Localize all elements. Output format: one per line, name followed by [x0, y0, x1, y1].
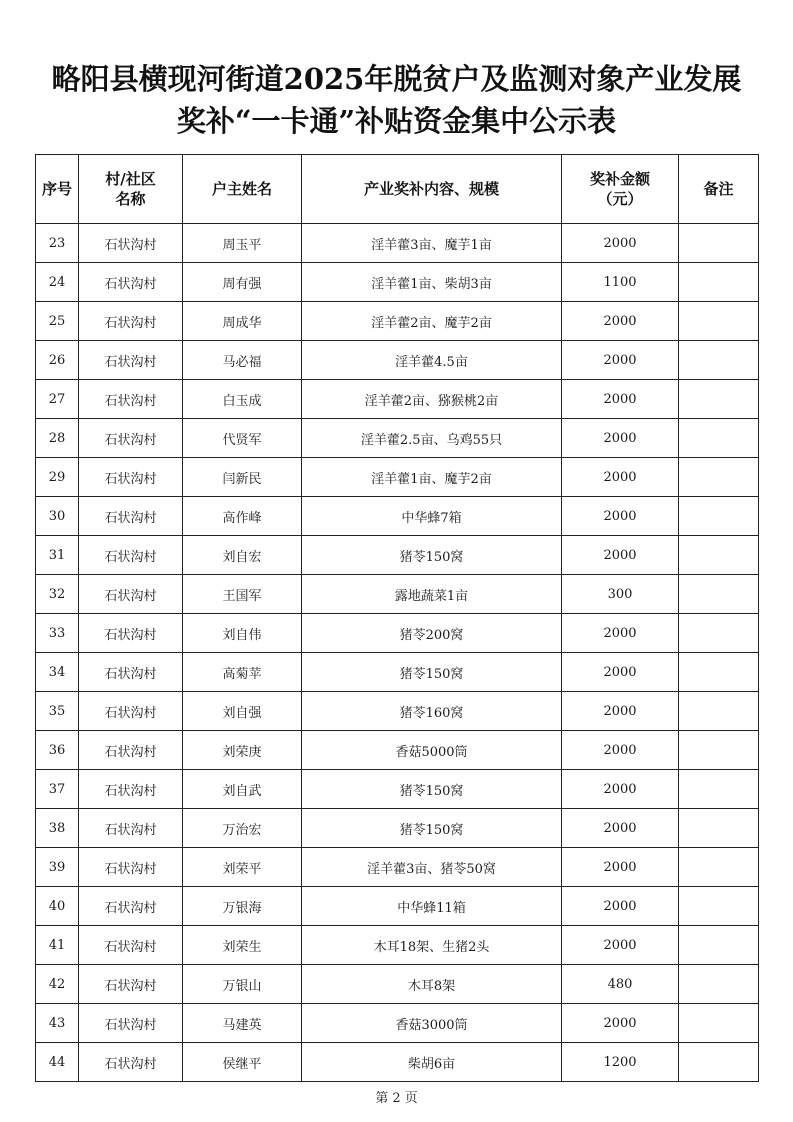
cell-content: 猪苓150窝 — [302, 653, 562, 692]
header-amount-line1: 奖补金额 — [589, 170, 650, 188]
cell-amount: 2000 — [562, 419, 679, 458]
cell-village: 石状沟村 — [79, 380, 183, 419]
cell-seq: 32 — [36, 575, 79, 614]
cell-seq: 23 — [36, 224, 79, 263]
header-remark: 备注 — [679, 155, 759, 224]
cell-amount: 2000 — [562, 224, 679, 263]
title-line-2: 奖补“一卡通”补贴资金集中公示表 — [176, 104, 617, 138]
table-row — [36, 731, 759, 770]
header-village-line1: 村/社区 — [105, 170, 156, 188]
cell-village: 石状沟村 — [79, 770, 183, 809]
cell-remark — [679, 575, 759, 614]
cell-seq: 35 — [36, 692, 79, 731]
table-row — [36, 536, 759, 575]
table-row — [36, 926, 759, 965]
table-row — [36, 770, 759, 809]
cell-amount: 2000 — [562, 731, 679, 770]
cell-seq: 25 — [36, 302, 79, 341]
table-row — [36, 965, 759, 1004]
cell-seq: 41 — [36, 926, 79, 965]
cell-remark — [679, 302, 759, 341]
cell-content: 淫羊藿3亩、魔芋1亩 — [302, 224, 562, 263]
header-content: 产业奖补内容、规模 — [302, 155, 562, 224]
cell-remark — [679, 263, 759, 302]
cell-remark — [679, 419, 759, 458]
cell-seq: 44 — [36, 1043, 79, 1082]
cell-village: 石状沟村 — [79, 848, 183, 887]
cell-remark — [679, 653, 759, 692]
cell-remark — [679, 887, 759, 926]
cell-seq: 30 — [36, 497, 79, 536]
cell-householder: 刘自伟 — [183, 614, 302, 653]
cell-amount: 1200 — [562, 1043, 679, 1082]
cell-remark — [679, 770, 759, 809]
cell-amount: 2000 — [562, 653, 679, 692]
cell-seq: 42 — [36, 965, 79, 1004]
cell-amount: 2000 — [562, 497, 679, 536]
header-village-line2: 名称 — [115, 190, 146, 208]
table-header-row — [36, 155, 759, 224]
cell-content: 猪苓160窝 — [302, 692, 562, 731]
cell-content: 猪苓150窝 — [302, 770, 562, 809]
cell-seq: 40 — [36, 887, 79, 926]
cell-seq: 39 — [36, 848, 79, 887]
cell-village: 石状沟村 — [79, 263, 183, 302]
cell-householder: 万银山 — [183, 965, 302, 1004]
header-seq: 序号 — [36, 155, 79, 224]
cell-householder: 周成华 — [183, 302, 302, 341]
cell-seq: 38 — [36, 809, 79, 848]
cell-content: 木耳8架 — [302, 965, 562, 1004]
cell-village: 石状沟村 — [79, 692, 183, 731]
cell-amount: 2000 — [562, 536, 679, 575]
header-village — [79, 155, 183, 224]
cell-village: 石状沟村 — [79, 1043, 183, 1082]
cell-amount: 2000 — [562, 809, 679, 848]
cell-householder: 闫新民 — [183, 458, 302, 497]
cell-householder: 万银海 — [183, 887, 302, 926]
cell-remark — [679, 1004, 759, 1043]
cell-remark — [679, 926, 759, 965]
cell-remark — [679, 380, 759, 419]
cell-seq: 24 — [36, 263, 79, 302]
cell-village: 石状沟村 — [79, 224, 183, 263]
table-row — [36, 302, 759, 341]
cell-remark — [679, 341, 759, 380]
cell-content: 柴胡6亩 — [302, 1043, 562, 1082]
table-row — [36, 692, 759, 731]
cell-householder: 刘自武 — [183, 770, 302, 809]
cell-content: 淫羊藿2.5亩、乌鸡55只 — [302, 419, 562, 458]
cell-seq: 36 — [36, 731, 79, 770]
subsidy-table — [35, 154, 759, 1082]
cell-amount: 1100 — [562, 263, 679, 302]
cell-village: 石状沟村 — [79, 536, 183, 575]
cell-remark — [679, 1043, 759, 1082]
cell-seq: 34 — [36, 653, 79, 692]
cell-amount: 2000 — [562, 770, 679, 809]
cell-village: 石状沟村 — [79, 653, 183, 692]
table-row — [36, 614, 759, 653]
cell-householder: 刘自强 — [183, 692, 302, 731]
table-row — [36, 497, 759, 536]
cell-householder: 马必福 — [183, 341, 302, 380]
table-row — [36, 653, 759, 692]
table-row — [36, 809, 759, 848]
table-row — [36, 1004, 759, 1043]
cell-remark — [679, 848, 759, 887]
cell-content: 淫羊藿4.5亩 — [302, 341, 562, 380]
table-row — [36, 887, 759, 926]
table-row — [36, 848, 759, 887]
cell-householder: 高作峰 — [183, 497, 302, 536]
cell-remark — [679, 497, 759, 536]
header-amount — [562, 155, 679, 224]
page-number: 第 2 页 — [375, 1091, 418, 1106]
cell-village: 石状沟村 — [79, 341, 183, 380]
cell-amount: 2000 — [562, 458, 679, 497]
cell-seq: 26 — [36, 341, 79, 380]
cell-householder: 万治宏 — [183, 809, 302, 848]
cell-householder: 白玉成 — [183, 380, 302, 419]
cell-village: 石状沟村 — [79, 809, 183, 848]
cell-content: 香菇3000筒 — [302, 1004, 562, 1043]
cell-content: 中华蜂7箱 — [302, 497, 562, 536]
cell-content: 中华蜂11箱 — [302, 887, 562, 926]
cell-householder: 马建英 — [183, 1004, 302, 1043]
cell-village: 石状沟村 — [79, 575, 183, 614]
cell-householder: 侯继平 — [183, 1043, 302, 1082]
cell-content: 木耳18架、生猪2头 — [302, 926, 562, 965]
cell-householder: 刘荣庚 — [183, 731, 302, 770]
cell-amount: 2000 — [562, 614, 679, 653]
cell-village: 石状沟村 — [79, 965, 183, 1004]
header-householder: 户主姓名 — [183, 155, 302, 224]
cell-content: 猪苓200窝 — [302, 614, 562, 653]
cell-seq: 37 — [36, 770, 79, 809]
cell-remark — [679, 614, 759, 653]
cell-remark — [679, 965, 759, 1004]
cell-village: 石状沟村 — [79, 614, 183, 653]
cell-village: 石状沟村 — [79, 419, 183, 458]
cell-householder: 刘荣平 — [183, 848, 302, 887]
cell-village: 石状沟村 — [79, 1004, 183, 1043]
cell-content: 淫羊藿3亩、猪苓50窝 — [302, 848, 562, 887]
cell-remark — [679, 458, 759, 497]
cell-content: 淫羊藿1亩、魔芋2亩 — [302, 458, 562, 497]
cell-amount: 2000 — [562, 692, 679, 731]
cell-amount: 480 — [562, 965, 679, 1004]
table-row — [36, 419, 759, 458]
cell-village: 石状沟村 — [79, 731, 183, 770]
cell-amount: 2000 — [562, 887, 679, 926]
cell-amount: 2000 — [562, 1004, 679, 1043]
table-row — [36, 458, 759, 497]
cell-village: 石状沟村 — [79, 497, 183, 536]
cell-householder: 王国军 — [183, 575, 302, 614]
cell-village: 石状沟村 — [79, 458, 183, 497]
cell-content: 淫羊藿1亩、柴胡3亩 — [302, 263, 562, 302]
cell-householder: 高菊苹 — [183, 653, 302, 692]
table-body — [36, 224, 759, 1082]
header-amount-line2: （元） — [597, 190, 643, 208]
cell-village: 石状沟村 — [79, 302, 183, 341]
cell-content: 淫羊藿2亩、猕猴桃2亩 — [302, 380, 562, 419]
cell-amount: 2000 — [562, 341, 679, 380]
cell-amount: 2000 — [562, 380, 679, 419]
table-row — [36, 380, 759, 419]
cell-amount: 2000 — [562, 926, 679, 965]
page-title — [0, 58, 793, 142]
cell-village: 石状沟村 — [79, 887, 183, 926]
cell-seq: 43 — [36, 1004, 79, 1043]
cell-content: 香菇5000筒 — [302, 731, 562, 770]
cell-seq: 33 — [36, 614, 79, 653]
cell-householder: 代贤军 — [183, 419, 302, 458]
cell-householder: 周有强 — [183, 263, 302, 302]
cell-content: 猪苓150窝 — [302, 536, 562, 575]
cell-seq: 29 — [36, 458, 79, 497]
cell-remark — [679, 692, 759, 731]
cell-village: 石状沟村 — [79, 926, 183, 965]
cell-remark — [679, 809, 759, 848]
table-row — [36, 575, 759, 614]
table-row — [36, 1043, 759, 1082]
cell-seq: 31 — [36, 536, 79, 575]
table-row — [36, 263, 759, 302]
cell-content: 露地蔬菜1亩 — [302, 575, 562, 614]
cell-remark — [679, 536, 759, 575]
cell-householder: 刘荣生 — [183, 926, 302, 965]
cell-seq: 28 — [36, 419, 79, 458]
cell-seq: 27 — [36, 380, 79, 419]
cell-amount: 2000 — [562, 848, 679, 887]
cell-householder: 周玉平 — [183, 224, 302, 263]
table-row — [36, 341, 759, 380]
cell-householder: 刘自宏 — [183, 536, 302, 575]
title-line-1: 略阳县横现河街道2025年脱贫户及监测对象产业发展 — [51, 62, 742, 96]
cell-content: 猪苓150窝 — [302, 809, 562, 848]
cell-remark — [679, 224, 759, 263]
cell-amount: 300 — [562, 575, 679, 614]
table-row — [36, 224, 759, 263]
cell-remark — [679, 731, 759, 770]
cell-content: 淫羊藿2亩、魔芋2亩 — [302, 302, 562, 341]
cell-amount: 2000 — [562, 302, 679, 341]
